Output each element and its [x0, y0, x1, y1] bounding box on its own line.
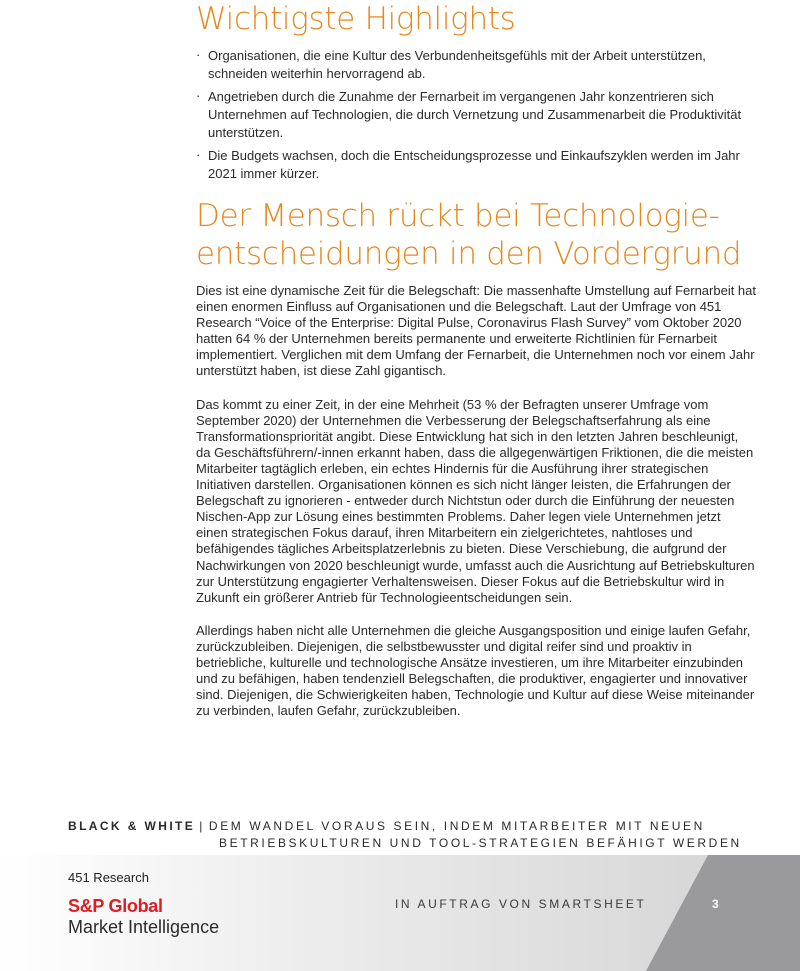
main-content	[196, 0, 756, 719]
footer-brand: BLACK & WHITE	[68, 819, 196, 833]
bullet-icon: ·	[196, 147, 201, 162]
commission-label: IN AUFTRAG VON SMARTSHEET	[395, 897, 647, 911]
footer-tagline-line1: DEM WANDEL VORAUS SEIN, INDEM MITARBEITER MIT NEUEN	[208, 819, 705, 833]
footer-title-line	[68, 818, 742, 852]
paragraph: Das kommt zu einer Zeit, in der eine Mehrheit (53 % der Befragten unserer Umfrage vom September 2020) der Unternehmen die Verbesserung der Belegschaftserfahrung als eine Transformationspriorität angibt. Diese Entwicklung hat sich in den letzten Jahren beschleunigt, da Geschäftsführern/-innen erkannt haben, dass die allgegenwärtigen Friktionen, die die meisten Mitarbeiter tagtäglich erleben, ein echtes Hindernis für die Ausführung ihrer strategischen Initiativen darstellen. Organisationen können es sich nicht länger leisten, die Erfahrungen der Belegschaft zu ignorieren - entweder durch Nichtstun oder durch die Einführung der neuesten Nischen-App zur Lösung eines bestimmten Problems. Daher legen viele Unternehmen jetzt einen strategischen Fokus darauf, ihren Mitarbeitern ein zielgerichtetes, nahtloses und befähigendes tägliches Arbeitsplatzerlebnis zu bieten. Diese Verschiebung, die aufgrund der Nachwirkungen von 2020 beschleunigt wurde, umfasst auch die Ausrichtung auf Betriebskulturen zur Unterstützung engagierter Verhaltensweisen. Dieser Fokus auf die Betriebskultur wird in Zukunft ein größerer Antrieb für Technologieentscheidungen sein.	[196, 396, 755, 605]
page-number: 3	[712, 897, 719, 911]
paragraph: Allerdings haben nicht alle Unternehmen die gleiche Ausgangsposition und einige laufen Gefahr, zurückzubleiben. Diejenigen, die selbstbewusster und digital reifer sind und proaktiv in betriebliche, kulturelle und technologische Ansätze investieren, um ihre Mitarbeiter einzubinden und zu befähigen, haben tendenziell Belegschaften, die produktiver, engagierter und innovativer sind. Diejenigen, die Schwierigkeiten haben, Technologie und Kultur auf diese Weise miteinander zu verbinden, laufen Gefahr, zurückzubleiben.	[196, 622, 755, 719]
highlights-title: Wichtigste Highlights	[196, 1, 516, 37]
section-title: Der Mensch rückt bei Technologie- entscheidungen in den Vordergrund	[196, 198, 742, 272]
highlights-list	[196, 47, 756, 183]
list-item: · Angetrieben durch die Zunahme der Fernarbeit im vergangenen Jahr konzentrieren sich Unternehmen auf Technologien, die durch Vernetzung und Zusammenarbeit die Produktivität unterstützen.	[196, 88, 742, 140]
footer-tagline-line2: BETRIEBSKULTUREN UND TOOL-STRATEGIEN BEFÄHIGT WERDEN	[219, 836, 742, 850]
market-intelligence-label: Market Intelligence	[68, 917, 220, 937]
list-item: · Die Budgets wachsen, doch die Entscheidungsprozesse und Einkaufszyklen werden im Jahr 2021 immer kürzer.	[196, 147, 740, 181]
paragraph: Dies ist eine dynamische Zeit für die Belegschaft: Die massenhafte Umstellung auf Fernarbeit hat einen enormen Einfluss auf Organisationen und die Belegschaft. Laut der Umfrage von 451 Research “Voice of the Enterprise: Digital Pulse, Coronavirus Flash Survey” vom Oktober 2020 hatten 64 % der Unternehmen bereits permanente und erweiterte Richtlinien für Fernarbeit implementiert. Verglichen mit dem Umfang der Fernarbeit, die Unternehmen noch vor einem Jahr unterstützt haben, ist diese Zahl gigantisch.	[196, 283, 756, 379]
list-item: · Organisationen, die eine Kultur des Verbundenheitsgefühls mit der Arbeit unterstützen, schneiden weiterhin hervorragend ab.	[196, 47, 706, 81]
footer-research-label: 451 Research	[68, 870, 149, 885]
sp-global-logo: S&P Global	[68, 896, 163, 916]
bullet-icon: ·	[196, 47, 201, 62]
bullet-icon: ·	[196, 88, 201, 103]
footer-separator: |	[199, 819, 205, 833]
